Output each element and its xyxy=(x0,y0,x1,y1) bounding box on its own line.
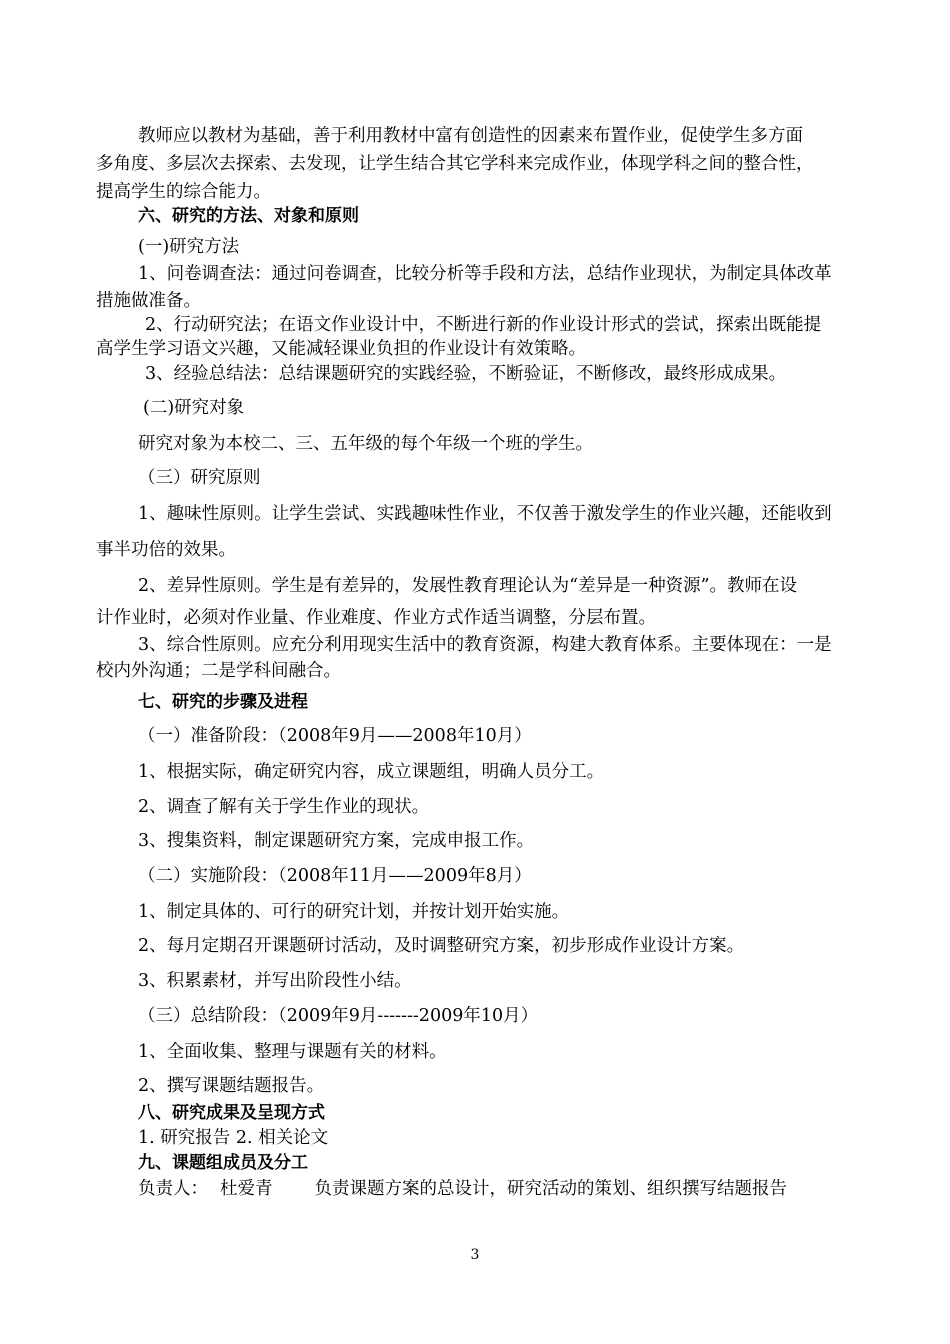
paragraph-line: 1. 研究报告 2. 相关论文 xyxy=(138,1128,329,1148)
paragraph-line: 措施做准备。 xyxy=(96,291,201,311)
paragraph-line: 研究对象为本校二、三、五年级的每个年级一个班的学生。 xyxy=(138,434,593,454)
paragraph-line: 2、行动研究法；在语文作业设计中，不断进行新的作业设计形式的尝试，探索出既能提 xyxy=(145,315,822,335)
paragraph-line: 3、搜集资料，制定课题研究方案，完成申报工作。 xyxy=(138,831,535,851)
paragraph-line: 1、问卷调查法：通过问卷调查，比较分析等手段和方法，总结作业现状，为制定具体改革 xyxy=(138,264,832,284)
member-name: 杜爱青 xyxy=(220,1179,273,1199)
subheading-methods: (一)研究方法 xyxy=(138,237,240,257)
paragraph-line: 2、差异性原则。学生是有差异的，发展性教育理论认为“差异是一种资源”。教师在设 xyxy=(138,576,798,596)
section-heading-9: 九、课题组成员及分工 xyxy=(138,1153,308,1173)
stage-heading-summary: （三）总结阶段：（2009年9月-------2009年10月） xyxy=(138,1006,539,1026)
paragraph-line: 多角度、多层次去探索、去发现，让学生结合其它学科来完成作业，体现学科之间的整合性， xyxy=(96,154,814,174)
subheading-principles: （三）研究原则 xyxy=(138,468,261,488)
paragraph-line: 2、撰写课题结题报告。 xyxy=(138,1076,325,1096)
paragraph-line: 1、制定具体的、可行的研究计划，并按计划开始实施。 xyxy=(138,902,570,922)
stage-heading-implement: （二）实施阶段：（2008年11月——2009年8月） xyxy=(138,866,532,886)
paragraph-line: 2、调查了解有关于学生作业的现状。 xyxy=(138,797,430,817)
member-duty: 负责课题方案的总设计，研究活动的策划、组织撰写结题报告 xyxy=(314,1179,787,1199)
section-heading-7: 七、研究的步骤及进程 xyxy=(138,692,308,712)
paragraph-line: 1、根据实际，确定研究内容，成立课题组，明确人员分工。 xyxy=(138,762,605,782)
member-row xyxy=(138,1177,787,1201)
paragraph-line: 1、趣味性原则。让学生尝试、实践趣味性作业，不仅善于激发学生的作业兴趣，还能收到 xyxy=(138,504,832,524)
page-number: 3 xyxy=(470,1247,480,1263)
paragraph-line: 3、经验总结法：总结课题研究的实践经验，不断验证，不断修改，最终形成成果。 xyxy=(145,364,787,384)
paragraph-line: 提高学生的综合能力。 xyxy=(96,182,271,202)
paragraph-line: 教师应以教材为基础，善于利用教材中富有创造性的因素来布置作业，促使学生多方面 xyxy=(138,126,803,146)
paragraph-line: 3、综合性原则。应充分利用现实生活中的教育资源，构建大教育体系。主要体现在：一是 xyxy=(138,635,832,655)
paragraph-line: 1、全面收集、整理与课题有关的材料。 xyxy=(138,1042,447,1062)
paragraph-line: 高学生学习语文兴趣，又能减轻课业负担的作业设计有效策略。 xyxy=(96,339,586,359)
paragraph-line: 3、积累素材，并写出阶段性小结。 xyxy=(138,971,412,991)
section-heading-6: 六、研究的方法、对象和原则 xyxy=(138,206,359,226)
paragraph-line: 计作业时，必须对作业量、作业难度、作业方式作适当调整，分层布置。 xyxy=(96,608,656,628)
section-heading-8: 八、研究成果及呈现方式 xyxy=(138,1103,325,1123)
paragraph-line: 校内外沟通；二是学科间融合。 xyxy=(96,661,341,681)
stage-heading-prepare: （一）准备阶段：（2008年9月——2008年10月） xyxy=(138,726,532,746)
subheading-subjects: (二)研究对象 xyxy=(143,398,245,418)
member-role: 负责人： xyxy=(138,1179,208,1199)
paragraph-line: 2、每月定期召开课题研讨活动，及时调整研究方案，初步形成作业设计方案。 xyxy=(138,936,745,956)
paragraph-line: 事半功倍的效果。 xyxy=(96,540,236,560)
